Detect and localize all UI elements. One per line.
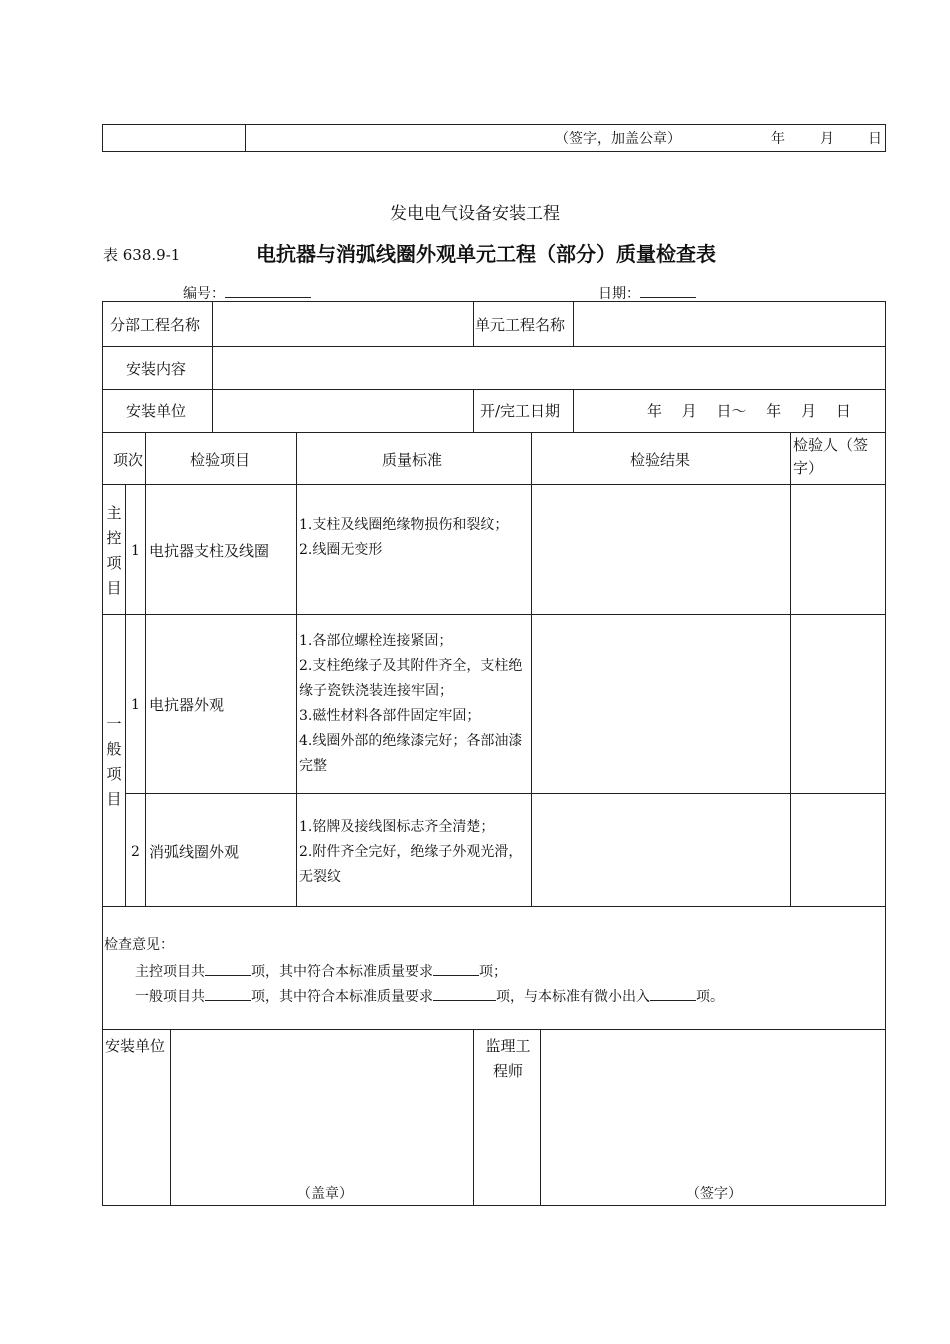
result-cell[interactable]	[532, 794, 789, 905]
installer-label: 安装单位	[126, 402, 187, 420]
opinion-main-b: 项，其中符合本标准质量要求	[251, 964, 433, 980]
opinion-gen-a: 一般项目共	[135, 989, 205, 1005]
col-inspector: 检验人（签字）	[793, 436, 869, 477]
seal-note: （盖章）	[297, 1186, 353, 1202]
main-pass-blank[interactable]	[433, 959, 479, 976]
result-cell[interactable]	[532, 485, 789, 613]
table-number: 表 638.9-1	[103, 246, 181, 264]
gen-minor-blank[interactable]	[650, 984, 696, 1001]
result-cell[interactable]	[532, 615, 789, 792]
page-title: 电抗器与消弧线圈外观单元工程（部分）质量检查表	[256, 242, 716, 266]
opinion-gen-b: 项，其中符合本标准质量要求	[251, 989, 433, 1005]
standard-reactor-post-coil: 1.支柱及线圈绝缘物损伤和裂纹； 2.线圈无变形	[299, 517, 509, 558]
gen-total-blank[interactable]	[205, 984, 251, 1001]
group-general: 一般项目	[106, 715, 122, 808]
category-heading: 发电电气设备安装工程	[390, 204, 560, 224]
inspector-cell[interactable]	[791, 615, 884, 792]
dates-label: 开/完工日期	[480, 402, 561, 420]
sub-project-label: 分部工程名称	[110, 316, 201, 334]
opinion-main-a: 主控项目共	[135, 964, 205, 980]
inspector-cell[interactable]	[791, 485, 884, 613]
year-label: 年	[771, 131, 785, 147]
install-content-label: 安装内容	[126, 360, 187, 378]
row-number: 2	[131, 844, 140, 860]
installer-seal-area[interactable]	[171, 1030, 472, 1204]
month-label: 月	[820, 131, 834, 147]
standard-arc-coil-appearance: 1.铭牌及接线图标志齐全清楚； 2.附件齐全完好，绝缘子外观光滑，无裂纹	[299, 819, 523, 885]
date-blank	[640, 281, 696, 298]
main-total-blank[interactable]	[205, 959, 251, 976]
opinion-label: 检查意见：	[104, 937, 174, 953]
day-label: 日	[868, 131, 882, 147]
dates-value: 年 月 日～ 年 月 日	[647, 402, 851, 420]
row-number: 1	[131, 543, 140, 559]
check-item-reactor-appearance: 电抗器外观	[149, 696, 225, 714]
gen-pass-blank[interactable]	[433, 984, 496, 1001]
opinion-general-line	[135, 984, 724, 1007]
inspector-cell[interactable]	[791, 794, 884, 905]
date-label: 日期：	[598, 286, 640, 302]
col-result: 检验结果	[630, 451, 691, 469]
col-check-item: 检验项目	[190, 451, 251, 469]
opinion-gen-d: 项。	[696, 989, 724, 1005]
signoff-installer-label: 安装单位	[105, 1037, 166, 1055]
opinion-main-line	[135, 959, 507, 982]
sign-seal-note: （签字，加盖公章）	[555, 131, 681, 147]
check-item-arc-coil-appearance: 消弧线圈外观	[149, 843, 240, 861]
check-item-reactor-post-coil: 电抗器支柱及线圈	[149, 542, 270, 560]
signoff-supervisor-label: 监理工程师	[485, 1037, 531, 1080]
supervisor-signature-area[interactable]	[541, 1030, 884, 1204]
serial-blank	[225, 281, 311, 298]
col-standard: 质量标准	[382, 451, 443, 469]
serial-label: 编号：	[183, 286, 225, 302]
opinion-main-c: 项；	[479, 964, 507, 980]
standard-reactor-appearance: 1.各部位螺栓连接紧固； 2.支柱绝缘子及其附件齐全，支柱绝缘子瓷铁浇装连接牢固； 3.磁性材料各部件固定牢固； 4.线圈外部的绝缘漆完好；各部油漆完整	[299, 633, 523, 774]
unit-project-label: 单元工程名称	[475, 316, 566, 334]
row-number: 1	[131, 697, 140, 713]
signature-note: （签字）	[686, 1186, 742, 1202]
opinion-gen-c: 项，与本标准有微小出入	[496, 989, 650, 1005]
group-main-control: 主控项目	[106, 504, 122, 597]
col-item-no: 项次	[113, 451, 144, 469]
